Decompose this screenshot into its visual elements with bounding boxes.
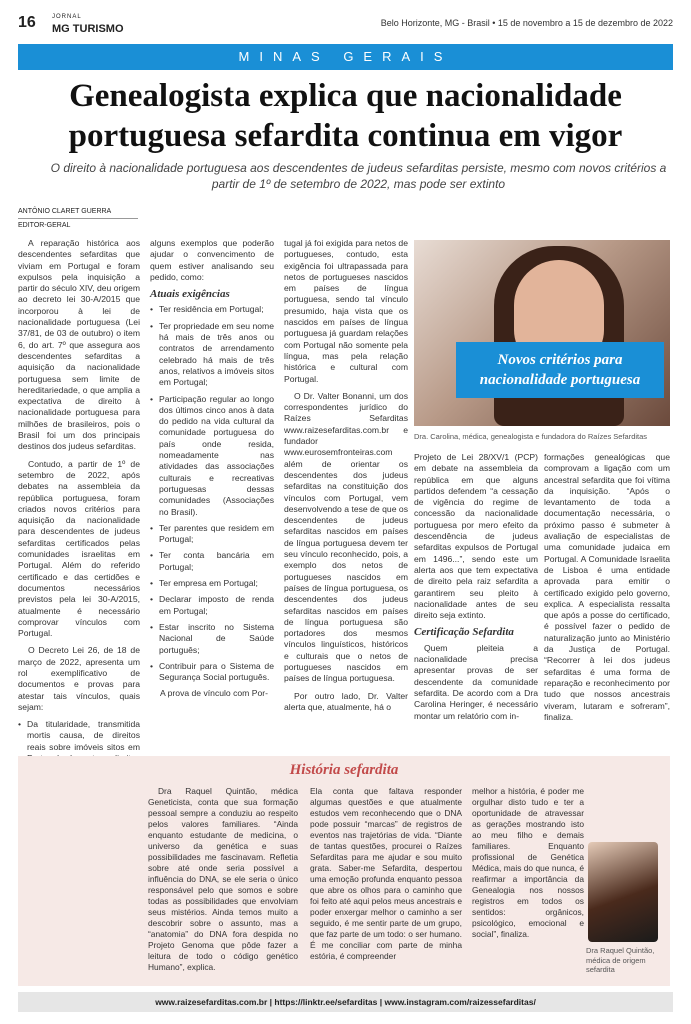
article-subtitle: O direito à nacionalidade portuguesa aos descendentes de judeus sefarditas persiste, mesmo com novos critérios a partir de 1º de setembro de 2022, mas pode ser extinto — [50, 161, 667, 191]
sidebar-photo-caption: Dra Raquel Quintão, médica de origem sefardita — [586, 946, 655, 974]
paragraph: Contudo, a partir de 1º de setembro de 2022, após debates na assembleia da república portuguesa, foram criados novos critérios para aquisição da nacionalidade para descendentes de judeus sefarditas certificados pelas comunidades israelitas em Portugal. Além do referido certificado e das certidões e documentos necessários previstos pela lei 30-A/2015, atualmente é necessário comprovar vínculos com Portugal. — [18, 458, 140, 639]
column-2 — [150, 238, 274, 706]
list-item: • Participação regular ao longo dos últimos cinco anos à data do pedido na vida cultural da comunidade portuguesa do país onde resida, nomeadamente nas atividades das associações culturais e recreativas portuguesas dessas comunidades (Associações no Brasil). — [150, 394, 274, 518]
paragraph: melhor a história, é poder me orgulhar disto tudo e ter a oportunidade de atravessar as gerações mostrando isto ao meu filho e demais familiares. Enquanto profissional de Genética Médica, mais do que nunca, é reafirmar a importância da Genealogia nos nossos registros em todos os sentidos: orgânicos, psicológico, emocional e social”, finaliza. — [472, 786, 584, 939]
section-band: MINAS GERAIS — [18, 44, 673, 70]
sidebar-column-1 — [148, 786, 298, 973]
photo-headline-box: Novos critérios para nacionalidade portuguesa — [456, 342, 664, 398]
list-item: • Ter empresa em Portugal; — [150, 578, 274, 589]
column-3 — [284, 238, 408, 719]
list-item: • Ter propriedade em seu nome há mais de três anos ou contratos de arrendamento celebrado há mais de três anos, relativos a imóveis sitos em Portugal; — [150, 321, 274, 389]
paragraph: alguns exemplos que poderão ajudar o convencimento de quem estiver analisando seu pedido, como: — [150, 238, 274, 282]
paragraph: Ela conta que faltava responder algumas questões e que atualmente estudos vem reconhecendo que o DNA pode possuir “marcas” de registros de eventos nas trajetórias de vida. “Diante de tantas questões, procurei o Raízes Sefarditas para me ajudar e sou muito grata. Saber-me Sefardita, despertou uma emoção profunda enquanto pessoa que abre os olhos para o caminho que foi feito até aqui pelos meus ancestrais e poder enxergar melhor o caminho a ser seguido, é me sentir parte de um grupo, que faz parte de um todo: o ser humano. É me conciliar com parte de minha estória, é compreender — [310, 786, 462, 961]
footer-links: www.raizesefarditas.com.br | https://linktr.ee/sefarditas | www.instagram.com/raizessefarditas/ — [18, 992, 673, 1012]
page-number: 16 — [18, 14, 36, 31]
sidebar-box — [18, 756, 670, 986]
paragraph: formações genealógicas que comprovam a ligação com um ancestral sefardita que foi vítima da inquisição. “Após o levantamento de toda a documentação necessária, o próximo passo é submeter à avaliação de especialistas de uma comunidade judaica em Portugal. A Comunidade Israelita de Lisboa é uma entidade aprovada para emitir o certificado exigido pelo governo, explica. A especialista ressalta que após a posse do certificado, é possível fazer o pedido de naturalização junto ao Ministério da Justiça de Portugal. “Recorrer à lei dos judeus sefarditas é uma forma de reparação e reconhecimento por tudo que nossos ancestrais viveram, lutaram e sofreram”, finaliza. — [544, 452, 670, 722]
paragraph: A prova de vínculo com Por- — [160, 688, 268, 699]
paragraph: Projeto de Lei 28/XV/1 (PCP) em debate na assembleia da república em que alguns partidos defendem “a cessação de vigência do regime de concessão da nacionalidade portuguesa por mero efeito da descendência de judeus sefarditas expulsos de Portugal em 1496...”, sendo este um alerta aos que tem expectativa de direito pela raiz sefardita a garantirem seu pleito à nacionalidade antes de seu direito seja extinto. — [414, 452, 538, 621]
author-role: EDITOR-GERAL — [18, 222, 71, 229]
author: ANTÔNIO CLARET GUERRA — [18, 205, 138, 219]
photo-caption: Dra. Carolina, médica, genealogista e fundadora do Raízes Sefarditas — [414, 432, 648, 441]
list-item: • Contribuir para o Sistema de Segurança Social português. — [150, 661, 274, 684]
brand-small: JORNAL — [52, 14, 82, 20]
list-item: • Ter residência em Portugal; — [150, 304, 274, 315]
dateline: Belo Horizonte, MG - Brasil • 15 de novembro a 15 de dezembro de 2022 — [380, 18, 673, 28]
article-photo — [414, 240, 670, 426]
brand-name: MG TURISMO — [52, 23, 124, 35]
paragraph: Dra Raquel Quintão, médica Geneticista, conta que sua formação pessoal sempre a conduziu ao respeito pelos valores familiares. “Ainda enquanto estudante de medicina, o universo da genética e suas possibilidades me fascinavam. Refletia sobre até onde seria possível a influência do DNA, se ele seria o único responsável pelo que somos e sobre todas as possibilidades que envolviam seus mistérios. Ainda temos muito a descobrir sobre o assunto, mas a “anatomia” do DNA fora despida no Projeto Genoma que pôde fazer a leitura de todo o código genético Humano”, explica. — [148, 786, 298, 972]
column-5 — [544, 452, 670, 729]
brand-logo — [52, 14, 124, 36]
list-item: • Declarar imposto de renda em Portugal; — [150, 594, 274, 617]
list-item: • Ter conta bancária em Portugal; — [150, 550, 274, 573]
section-heading: Atuais exigências — [150, 288, 230, 301]
list-item: • Da titularidade, transmitida mortis causa, de direitos reais sobre imóveis sitos em — [18, 719, 140, 821]
paragraph: O Dr. Valter Bonanni, um dos correspondentes jurídico do Raízes Sefarditas www.raizesefarditas.com.br e fundador www.eurosemfronteiras.com além de orientar os descendentes dos judeus sefarditas na constituição dos vínculos com Portugal, vem desenvolvendo a tese de que os descendentes de judeus sefarditas nascidos em países de língua portuguesa devem ter seu vínculo reconhecido, pois, a exemplo dos netos de portugueses nascidos em países de língua portuguesa, os descendentes dos judeus sefarditas nascidos em países de língua portuguesa são portadores dos mesmos vínculos linguísticos, históricos e culturais que o netos de portugueses nascidos em países de língua portuguesa. — [284, 390, 408, 684]
paragraph: Por outro lado, Dr. Valter alerta que, atualmente, há o — [284, 690, 408, 712]
paragraph: Quem pleiteia a nacionalidade precisa apresentar provas de ser descendente da comunidade sefardita. De acordo com a Dra Carolina Heringer, é necessário montar um relatório com in- — [414, 642, 538, 721]
byline — [18, 205, 138, 232]
sidebar-photo — [588, 842, 658, 942]
paragraph: A reparação histórica aos descendentes sefarditas que viviam em Portugal e foram expulsos pela inquisição a partir do século XIV, deu origem ao decreto lei 30-A/2015 que incorporou à lei de nacionalidade portuguesa (Lei 37/81, de 03 de outubro) o item 6, do art. 7º que assegura aos descendentes sefarditas a aquisição da nacionalidade portuguesa sem limite de hereditariedade, o que amplia a expectativa de direito à nacionalidade portuguesa para milhões de brasileiros, pois o Brasil foi um dos principais destinos dos judeus sefarditas. — [18, 238, 140, 452]
paragraph: O Decreto Lei 26, de 18 de março de 2022, apresenta um rol exemplificativo de documentos e provas para atestar tais vínculos, quais sejam: — [18, 645, 140, 712]
column-4 — [414, 452, 538, 728]
paragraph: tugal já foi exigida para netos de portugueses, contudo, esta exigência foi ultrapassada para netos de portugueses nascidos em países de língua portuguesa, sendo tal vínculo presumido, haja vista que os nascidos em países de língua portuguesa já guardam relações com Portugal não somente pela língua, mas pela relação histórica e cultural com Portugal. — [284, 238, 408, 384]
list-item: • Estar inscrito no Sistema Nacional de Saúde português; — [150, 622, 274, 656]
sidebar-title: História sefardita — [289, 762, 399, 778]
article-title: Genealogista explica que nacionalidade portuguesa sefardita continua em vigor — [68, 78, 623, 154]
list-item: • Ter parentes que residem em Portugal; — [150, 523, 274, 546]
section-heading: Certificação Sefardita — [414, 626, 514, 639]
page-header — [18, 12, 673, 38]
sidebar-column-2 — [310, 786, 462, 962]
